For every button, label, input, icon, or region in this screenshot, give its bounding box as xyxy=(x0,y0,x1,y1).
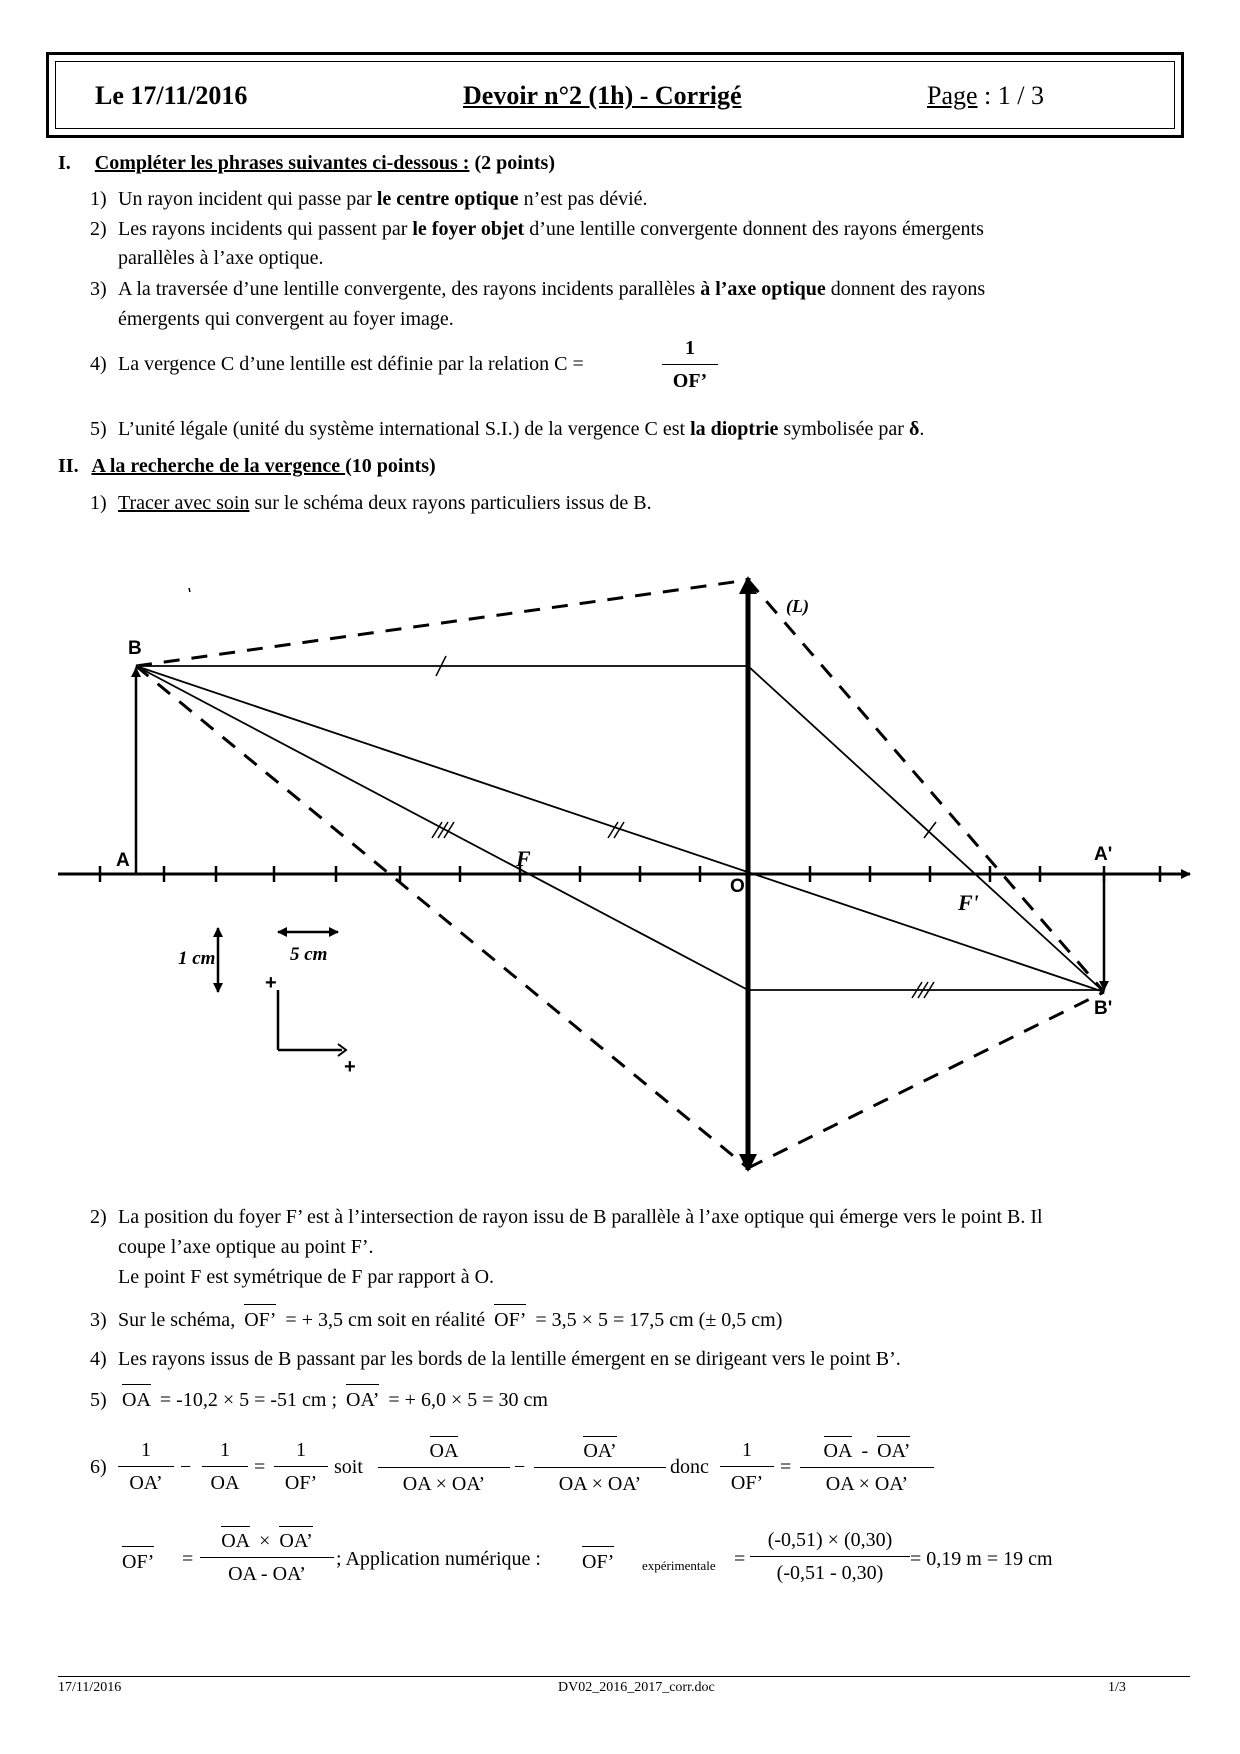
s2-q1-num: 1) xyxy=(90,492,107,514)
s1-item-5-b: la dioptrie xyxy=(690,418,779,440)
s2-q5-b: = + 6,0 × 5 = 30 cm xyxy=(383,1389,548,1411)
q6-eq3: = xyxy=(182,1548,194,1570)
point-F-label: F xyxy=(516,846,531,871)
q6-frac8-den xyxy=(200,1558,334,1586)
q6-minus2: − xyxy=(514,1456,526,1478)
point-Ap-label: A' xyxy=(1094,844,1113,865)
q6-frac9-den: (-0,51 - 0,30) xyxy=(776,1562,884,1584)
s1-item-3-b: à l’axe optique xyxy=(700,278,826,300)
footer-rule xyxy=(58,1676,1190,1677)
s2-q3-a: Sur le schéma, xyxy=(118,1309,241,1331)
q6-frac4-oa: OA xyxy=(430,1436,459,1463)
s1-item-5-a: L’unité légale (unité du système international S.I.) de la vergence C est xyxy=(118,418,691,440)
s1-item-5-e: . xyxy=(919,418,925,440)
footer-filename: DV02_2016_2017_corr.doc xyxy=(558,1680,715,1695)
q6-frac7-den xyxy=(800,1468,934,1496)
lens-label: (L) xyxy=(786,596,809,616)
q6-frac7-times: × xyxy=(858,1473,870,1495)
s1-item-2-c: d’une lentille convergente donnent des rayons émergents xyxy=(524,218,984,240)
s2-q4 xyxy=(90,1346,901,1372)
point-O-label: O xyxy=(730,876,745,897)
scale-v-label: 1 cm xyxy=(178,948,216,969)
s2-q6-num: 6) xyxy=(90,1456,107,1478)
q6-frac3-num: 1 xyxy=(274,1438,328,1467)
q6-frac5-den-oa: OA xyxy=(558,1473,587,1495)
section2-title: A la recherche de la vergence xyxy=(91,455,346,477)
s2-q3-c: = 3,5 × 5 = 17,5 cm (± 0,5 cm) xyxy=(530,1309,783,1331)
header-page-word: Page xyxy=(927,81,978,110)
s2-q1-rest: sur le schéma deux rayons particuliers issus de B. xyxy=(249,492,652,514)
s2-q3-b: = + 3,5 cm soit en réalité xyxy=(280,1309,491,1331)
s1-item-3-line2: émergents qui convergent au foyer image. xyxy=(118,308,454,330)
footer-date: 17/11/2016 xyxy=(58,1680,122,1695)
q6-frac7-oap: OA’ xyxy=(877,1436,910,1463)
point-B-label: B xyxy=(128,638,142,659)
s1-item-1-a: Un rayon incident qui passe par xyxy=(118,188,377,210)
q6-line2-ofp xyxy=(118,1546,158,1575)
q6-frac1-den: OA’ xyxy=(129,1472,163,1494)
q6-frac7-den-oap: OA’ xyxy=(874,1473,909,1495)
ray-marks xyxy=(432,656,936,998)
s1-item-4-num: 4) xyxy=(90,353,107,375)
s2-q3-num: 3) xyxy=(90,1309,107,1331)
q6-frac4-den-oap: OA’ xyxy=(451,1473,486,1495)
q6-frac8-oap: OA’ xyxy=(279,1526,312,1553)
header-date: Le 17/11/2016 xyxy=(95,81,248,110)
s2-q2-line3: Le point F est symétrique de F par rapport à O. xyxy=(118,1266,495,1288)
footer-page: 1/3 xyxy=(1108,1680,1126,1695)
q6-frac7-dash: - xyxy=(861,1440,869,1462)
q6-frac4 xyxy=(378,1436,510,1496)
q6-frac7-num xyxy=(800,1436,934,1468)
q6-frac2-den: OA xyxy=(210,1472,240,1494)
s2-q3-ofp: OF’ xyxy=(244,1304,276,1333)
q6-frac4-num xyxy=(378,1436,510,1468)
q6-frac2 xyxy=(202,1438,248,1495)
s1-item-5-c: symbolisée par xyxy=(778,418,909,440)
s1-item-4-denominator: OF’ xyxy=(672,370,708,392)
q6-result: = 0,19 m = 19 cm xyxy=(910,1548,1053,1570)
q6-appl: ; Application numérique : xyxy=(336,1548,541,1570)
q6-frac8-den-oa: OA xyxy=(228,1563,256,1585)
s2-q4-num: 4) xyxy=(90,1348,107,1370)
q6-frac3-den: OF’ xyxy=(284,1472,318,1494)
s1-item-2-a: Les rayons incidents qui passent par xyxy=(118,218,413,240)
section2-points: (10 points) xyxy=(345,455,436,477)
q6-donc: donc xyxy=(670,1456,709,1478)
s1-item-5-num: 5) xyxy=(90,418,107,440)
q6-frac2-num: 1 xyxy=(202,1438,248,1467)
q6-minus1: − xyxy=(180,1456,192,1478)
s1-item-2-line2: parallèles à l’axe optique. xyxy=(118,247,324,269)
s2-q2-line2: coupe l’axe optique au point F’. xyxy=(118,1236,374,1258)
q6-frac7 xyxy=(800,1436,934,1496)
q6-frac7-oa: OA xyxy=(824,1436,853,1463)
q6-frac5 xyxy=(534,1436,666,1496)
plus-horizontal: + xyxy=(344,1056,356,1078)
s1-item-5-delta: δ xyxy=(908,418,920,440)
q6-exp-subscript: expérimentale xyxy=(642,1558,716,1573)
s1-item-3-a: A la traversée d’une lentille convergente, des rayons incidents parallèles xyxy=(118,278,701,300)
s2-q3-ofp2: OF’ xyxy=(494,1304,526,1333)
s1-item-1-num: 1) xyxy=(90,188,107,210)
point-A-label: A xyxy=(116,850,130,871)
q6-soit: soit xyxy=(334,1456,363,1478)
q6-eq4: = xyxy=(734,1548,746,1570)
s2-q5-num: 5) xyxy=(90,1389,107,1411)
section1-title: Compléter les phrases suivantes ci-dessous : xyxy=(94,152,470,174)
q6-frac8 xyxy=(200,1526,334,1586)
s2-q2 xyxy=(90,1204,1043,1230)
section2-num: II. xyxy=(58,455,79,477)
q6-frac5-den-oap: OA’ xyxy=(607,1473,642,1495)
s2-q5-oa: OA xyxy=(122,1384,151,1413)
q6-frac6-num: 1 xyxy=(720,1438,774,1467)
plus-vertical: + xyxy=(265,972,277,994)
q6-frac5-num xyxy=(534,1436,666,1468)
q6-frac1 xyxy=(118,1438,174,1495)
s2-q5-a: = -10,2 × 5 = -51 cm ; xyxy=(154,1389,343,1411)
header-title: Devoir n°2 (1h) - Corrigé xyxy=(463,81,742,110)
s2-q5 xyxy=(90,1384,548,1413)
s1-item-4-numerator: 1 xyxy=(662,336,718,365)
q6-frac1-num: 1 xyxy=(118,1438,174,1467)
q6-frac4-den-oa: OA xyxy=(402,1473,431,1495)
s1-item-1-b: le centre optique xyxy=(376,188,519,210)
q6-frac4-times: × xyxy=(435,1473,447,1495)
q6-eq2: = xyxy=(780,1456,792,1478)
section1-points: (2 points) xyxy=(469,152,556,174)
section1-num: I. xyxy=(58,152,71,174)
q6-frac6-den: OF’ xyxy=(730,1472,764,1494)
s1-item-2-b: le foyer objet xyxy=(412,218,525,240)
s1-item-2-num: 2) xyxy=(90,218,107,240)
q6-frac8-dash: - xyxy=(260,1563,268,1585)
q6-frac8-oa: OA xyxy=(221,1526,250,1553)
stray-mark xyxy=(189,588,190,592)
s2-q2-num: 2) xyxy=(90,1206,107,1228)
point-Bp-label: B' xyxy=(1094,998,1113,1019)
s1-item-3-num: 3) xyxy=(90,278,107,300)
s2-q3 xyxy=(90,1304,782,1333)
s1-item-1-c: n’est pas dévié. xyxy=(518,188,648,210)
s1-item-4-a: La vergence C d’une lentille est définie par la relation C = xyxy=(118,353,584,375)
header-page-num: : 1 / 3 xyxy=(977,81,1044,110)
q6-frac5-times: × xyxy=(591,1473,603,1495)
q6-appl-ofp xyxy=(578,1546,618,1575)
scale-h-label: 5 cm xyxy=(290,944,328,965)
s2-q4-text: Les rayons issus de B passant par les bords de la lentille émergent en se dirigeant vers le point B’. xyxy=(118,1348,901,1370)
s2-q2-line1: La position du foyer F’ est à l’intersection de rayon issu de B parallèle à l’axe optique qui émerge vers le point B. Il xyxy=(118,1206,1043,1228)
q6-line2-ofp-text: OF’ xyxy=(122,1546,154,1575)
q6-frac3 xyxy=(274,1438,328,1495)
q6-eq1: = xyxy=(254,1456,266,1478)
q6-frac8-den-oap: OA’ xyxy=(272,1563,306,1585)
q6-frac9-num: (-0,51) × (0,30) xyxy=(750,1528,910,1557)
s2-q5-oap: OA’ xyxy=(346,1384,379,1413)
q6-frac8-num xyxy=(200,1526,334,1558)
q6-frac7-den-oa: OA xyxy=(825,1473,854,1495)
q6-frac6 xyxy=(720,1438,774,1495)
q6-frac5-den xyxy=(534,1468,666,1496)
q6-frac5-oap: OA’ xyxy=(583,1436,616,1463)
s1-item-3-c: donnent des rayons xyxy=(825,278,986,300)
q6-frac8-times: × xyxy=(259,1530,271,1552)
q6-appl-ofp-text: OF’ xyxy=(582,1546,614,1575)
point-Fp-label: F' xyxy=(958,890,979,915)
s2-q1-underlined: Tracer avec soin xyxy=(118,492,250,514)
q6-frac4-den xyxy=(378,1468,510,1496)
q6-frac9 xyxy=(750,1528,910,1585)
